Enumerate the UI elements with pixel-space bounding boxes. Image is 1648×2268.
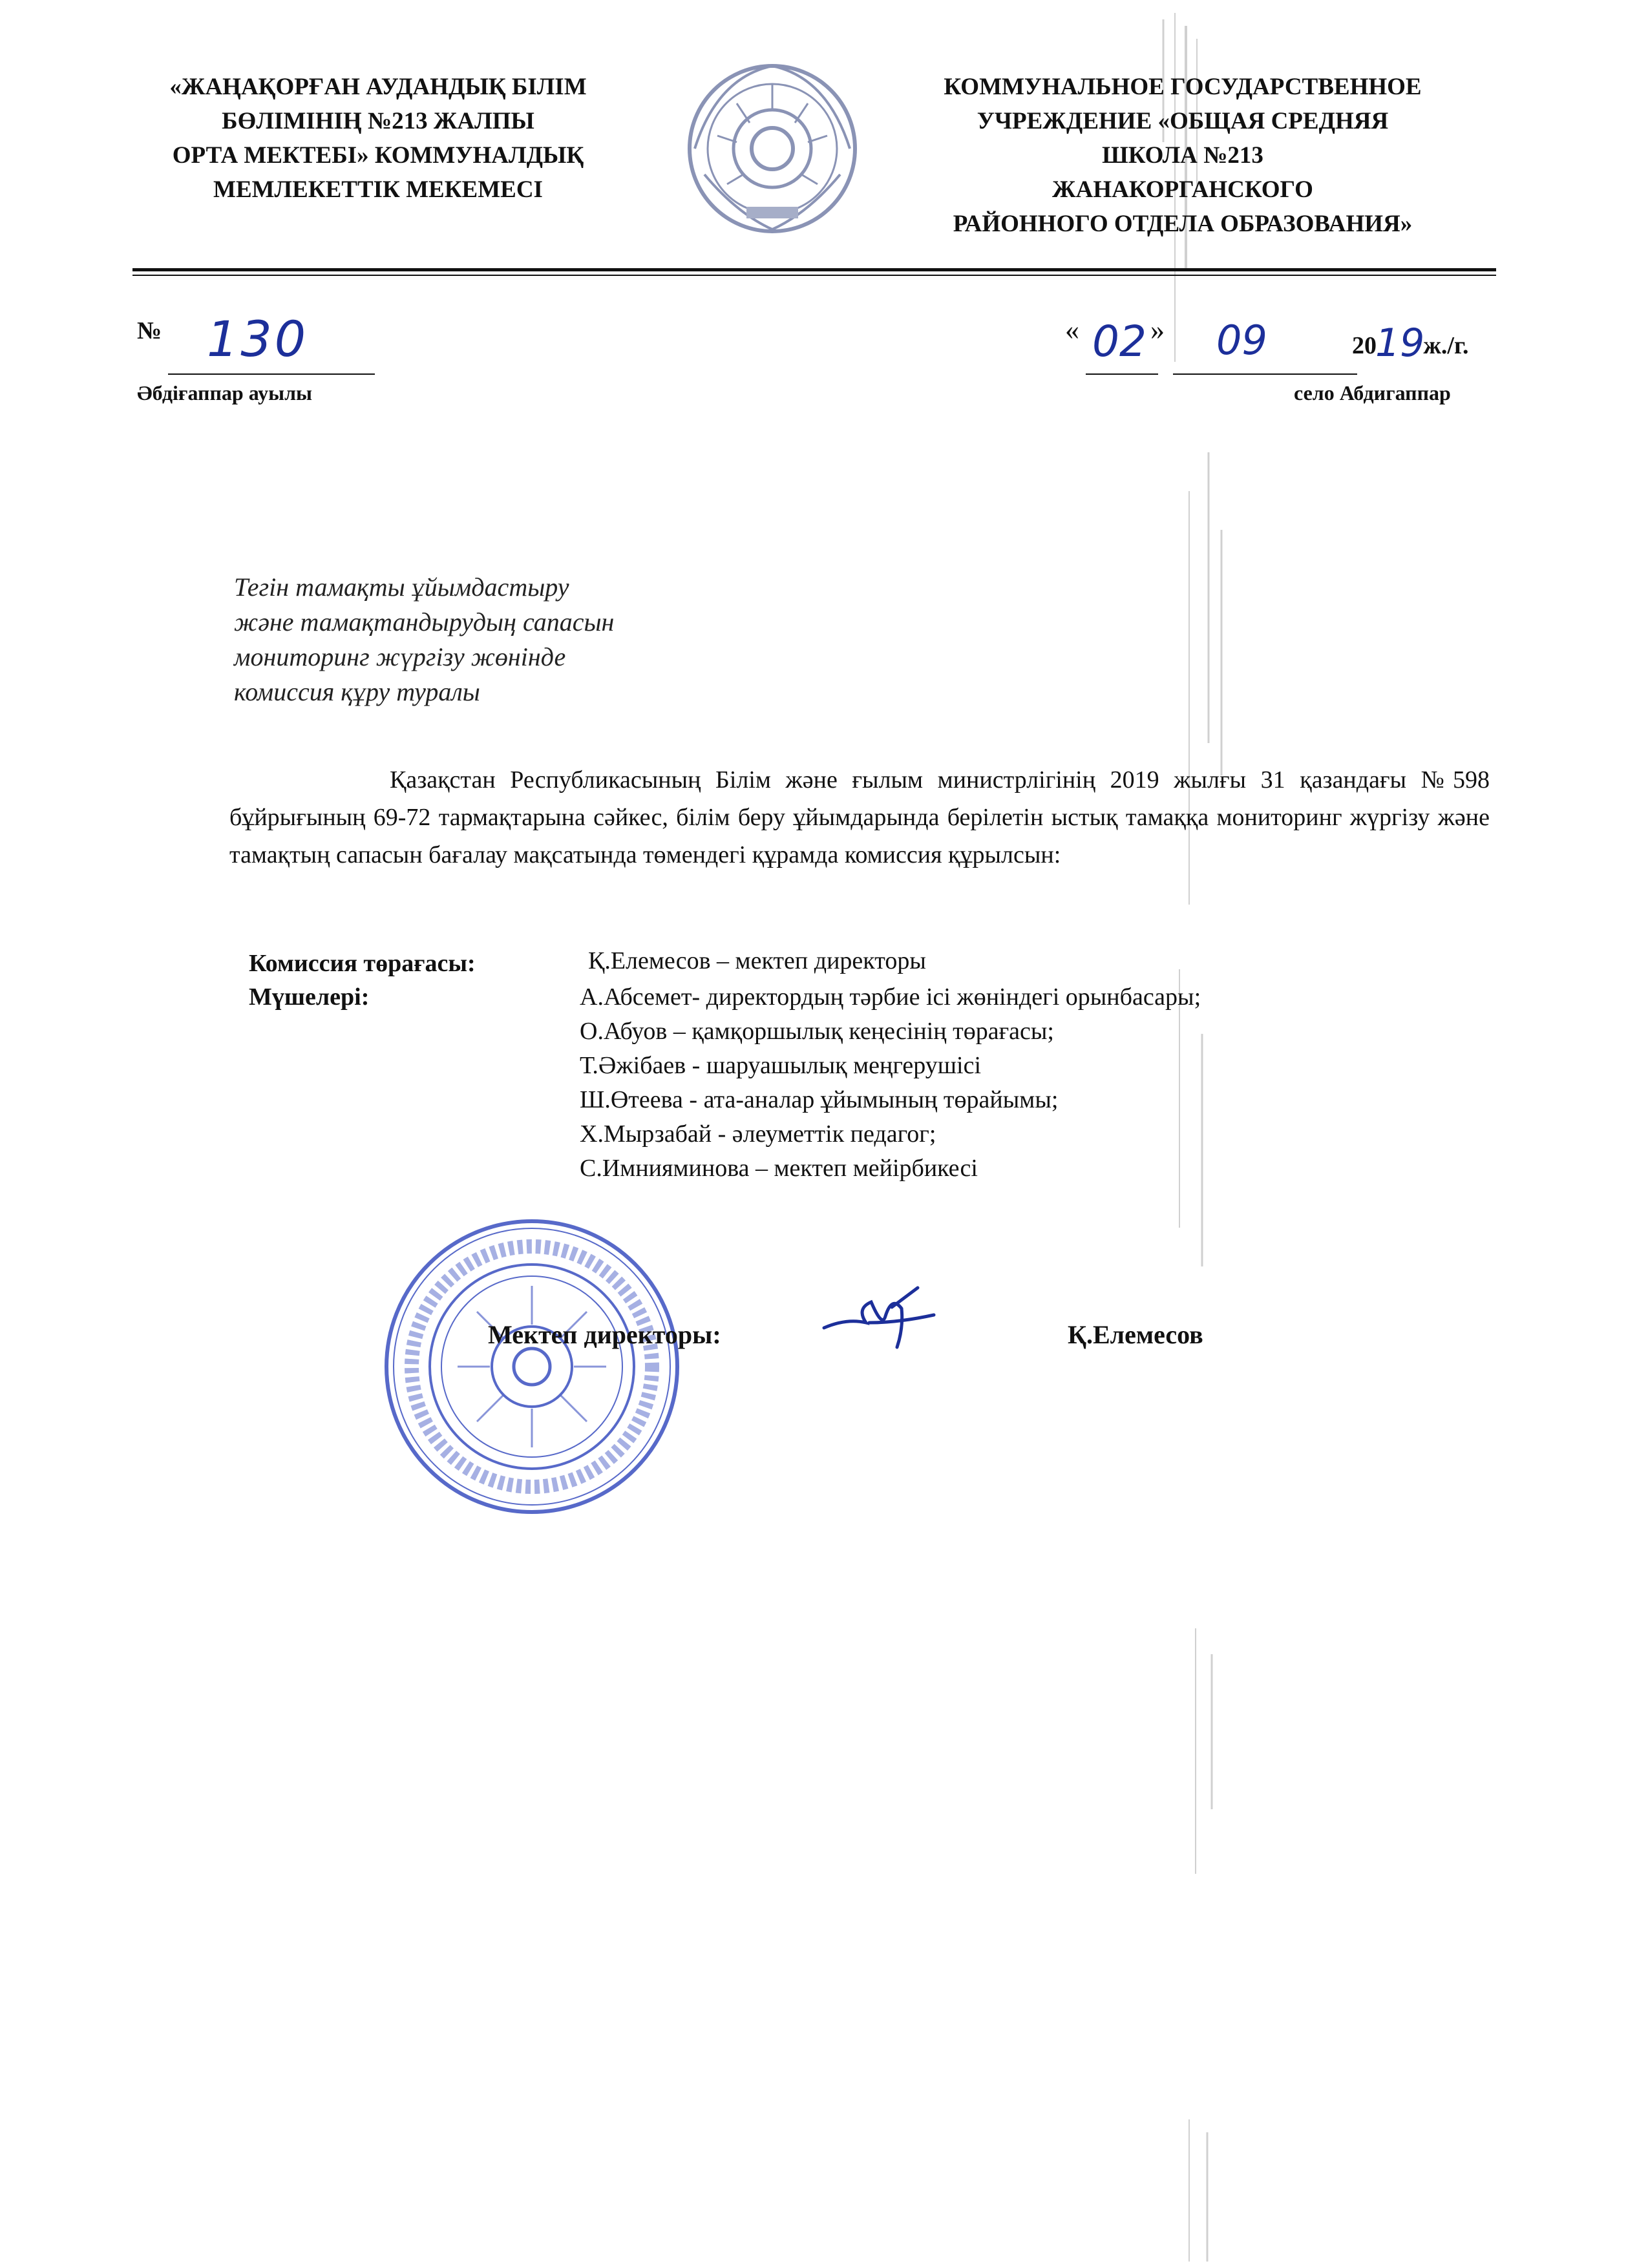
members-list [580,980,1201,1186]
header-ru-line: ЖАНАКОРГАНСКОГО [1052,176,1313,203]
header-ru-line: УЧРЕЖДЕНИЕ «ОБЩАЯ СРЕДНЯЯ [977,108,1389,134]
member-item: О.Абуов – қамқоршылық кеңесінің төрағасы; [580,1018,1054,1045]
order-subject [234,570,614,709]
school-seal-icon [380,1215,684,1518]
subject-line: Тегін тамақты ұйымдастыру [234,572,569,602]
director-name: Қ.Елемесов [1068,1320,1203,1349]
member-item: С.Имнияминова – мектеп мейірбикесі [580,1155,978,1182]
year-suffix: 19 [1375,320,1425,366]
header-ru [892,70,1474,241]
number-label: № [137,317,162,344]
header-kz-line: МЕМЛЕКЕТТІК МЕКЕМЕСІ [213,176,543,203]
header-ru-line: КОММУНАЛЬНОЕ ГОСУДАРСТВЕННОЕ [944,74,1422,100]
header-kz [110,70,646,207]
state-emblem-icon [679,52,866,246]
document-number: 130 [207,310,309,368]
signature-label: Мектеп директоры: [488,1320,721,1349]
header-rule-thin [132,275,1496,276]
year-prefix: 20 [1352,332,1377,359]
date-quote-open: « [1065,314,1079,346]
date-month: 09 [1216,317,1267,364]
member-item: Ш.Өтеева - ата-аналар ұйымының төрайымы; [580,1086,1059,1113]
number-underline [168,373,375,375]
month-underline [1173,373,1357,375]
member-item: А.Абсемет- директордың тәрбие ісі жөніндегі орынбасары; [580,983,1201,1011]
header-kz-line: ОРТА МЕКТЕБІ» КОММУНАЛДЫҚ [172,142,584,169]
handwritten-signature-icon [821,1283,937,1354]
place-ru: село Абдигаппар [1294,381,1451,404]
header-ru-line: ШКОЛА №213 [1102,142,1263,169]
header-rule-thick [132,268,1496,271]
subject-line: мониторинг жүргізу жөнінде [234,642,566,671]
place-kz: Әбдіғаппар ауылы [137,381,312,404]
chair-value: Қ.Елемесов – мектеп директоры [588,947,926,974]
date-year [1352,318,1469,366]
member-item: Х.Мырзабай - әлеуметтік педагог; [580,1120,936,1148]
chair-label: Комиссия төрағасы: [249,950,476,977]
day-underline [1086,373,1158,375]
date-quote-close: » [1150,314,1165,346]
header-kz-line: «ЖАҢАҚОРҒАН АУДАНДЫҚ БІЛІМ [169,74,587,100]
year-unit: ж./г. [1423,332,1469,359]
order-body: Қазақстан Республикасының Білім және ғылым министрлігінің 2019 жылғы 31 қазандағы №598 бұйрығының 69-72 тармақтарына сәйкес, білім беру ұйымдарында берілетін ыстық тамаққа мониторинг жүргізу және тамақтың сапасын бағалау мақсатында төмендегі құрамда комиссия құрылсын: [229,766,1490,868]
members-label: Мүшелері: [249,983,370,1011]
subject-line: комиссия құру туралы [234,677,480,706]
member-item: Т.Әжібаев - шаруашылық меңгерушісі [580,1052,982,1079]
header-kz-line: БӨЛІМІНІҢ №213 ЖАЛПЫ [222,108,534,134]
date-day: 02 [1092,317,1146,366]
subject-line: және тамақтандырудың сапасын [234,607,615,636]
header-ru-line: РАЙОННОГО ОТДЕЛА ОБРАЗОВАНИЯ» [953,211,1413,237]
